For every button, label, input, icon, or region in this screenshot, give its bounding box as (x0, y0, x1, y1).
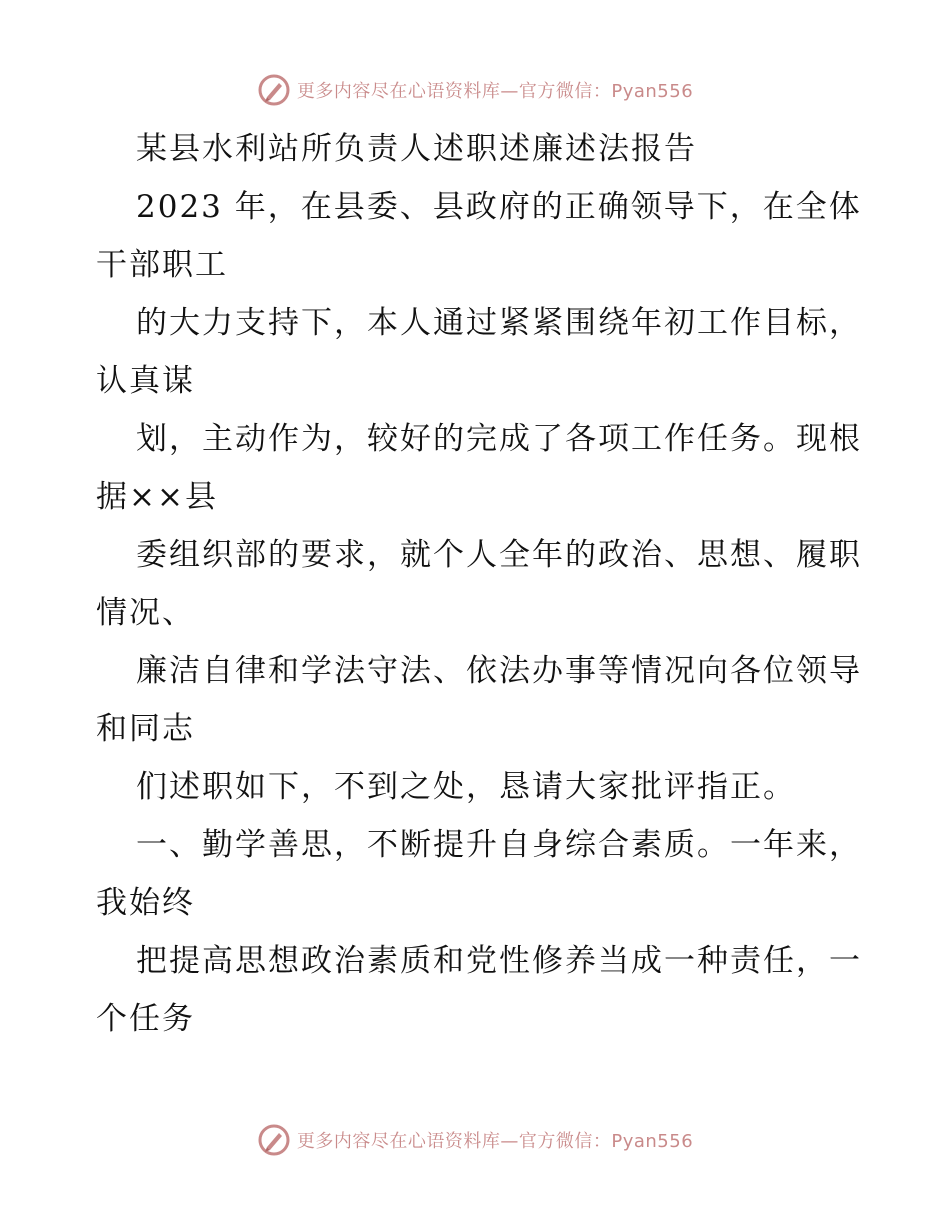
paragraph: 委组织部的要求，就个人全年的政治、思想、履职情况、 (96, 537, 862, 631)
watermark-text: 更多内容尽在心语资料库—官方微信：Pyan556 (296, 1131, 694, 1152)
paragraph: 划，主动作为，较好的完成了各项工作任务。现根据××县 (96, 421, 862, 515)
paragraph: 们述职如下，不到之处，恳请大家批评指正。 (136, 769, 796, 805)
header-watermark (0, 70, 950, 110)
document-body (96, 120, 866, 1048)
paragraph: 一、勤学善思，不断提升自身综合素质。一年来，我始终 (96, 827, 862, 921)
paragraph: 的大力支持下，本人通过紧紧围绕年初工作目标，认真谋 (96, 305, 862, 399)
pen-logo-icon (257, 73, 291, 107)
paragraph: 廉洁自律和学法守法、依法办事等情况向各位领导和同志 (96, 653, 862, 747)
footer-watermark (0, 1120, 950, 1160)
document-title: 某县水利站所负责人述职述廉述法报告 (136, 131, 697, 167)
paragraph: 2023 年，在县委、县政府的正确领导下，在全体干部职工 (96, 189, 862, 283)
watermark-text: 更多内容尽在心语资料库—官方微信：Pyan556 (296, 81, 694, 102)
pen-logo-icon (257, 1123, 291, 1157)
paragraph: 把提高思想政治素质和党性修养当成一种责任，一个任务 (96, 943, 862, 1037)
